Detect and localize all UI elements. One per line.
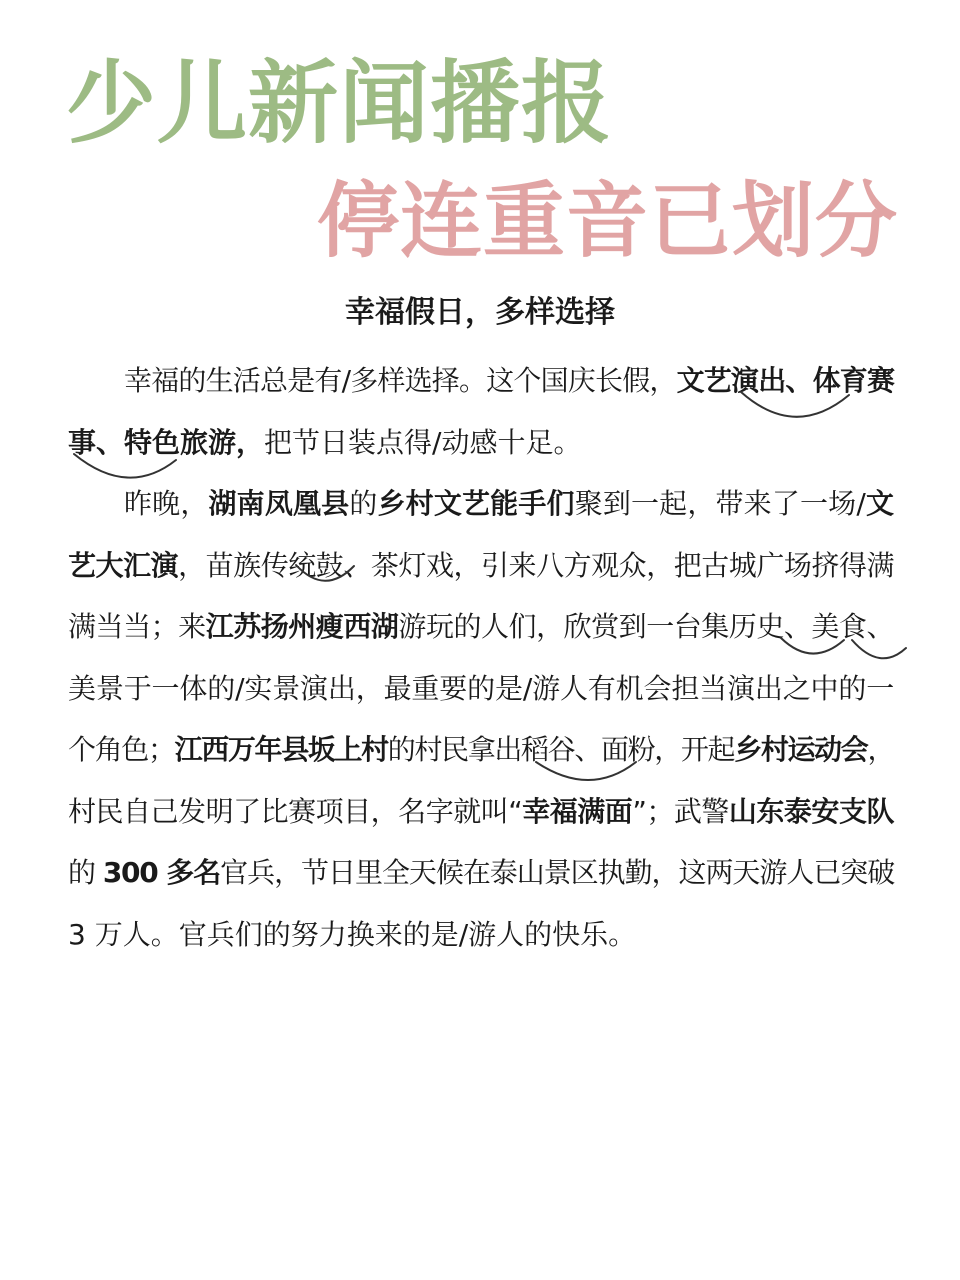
text-line: [68, 596, 894, 658]
article-body: [68, 350, 894, 965]
poster-subtitle: 停连重音已划分: [316, 174, 898, 269]
text-line: [68, 842, 894, 904]
emphasis-text: 事、特色旅游，: [68, 425, 265, 459]
text-line: [68, 904, 894, 966]
emphasis-text: 300 多名: [102, 856, 221, 889]
body-text: 的: [349, 487, 378, 520]
text-line: [68, 350, 894, 412]
paragraph: [68, 350, 894, 473]
body-text: 的: [68, 856, 103, 889]
emphasis-text: 乡村运动会: [734, 733, 868, 766]
emphasis-text: 文艺演出、体育赛: [676, 364, 894, 397]
body-text: 昨晚，: [124, 487, 209, 520]
emphasis-text: 文: [865, 487, 894, 520]
text-line: [68, 781, 894, 843]
text-line: [68, 658, 894, 720]
text-line: [68, 719, 894, 781]
body-text: 3 万人。官兵们的努力换来的是/游人的快乐。: [68, 917, 637, 951]
body-text: 官兵，节日里全天候在泰山景区执勤，这两天游人已突破: [220, 856, 894, 889]
emphasis-text: 山东泰安支队: [728, 794, 894, 828]
body-text: ”；武警: [632, 794, 729, 828]
text-line: [68, 473, 894, 535]
poster-title: 少儿新闻播报: [66, 51, 612, 156]
body-text: 聚到一起，带来了一场/: [574, 487, 866, 520]
emphasis-text: 幸福满面: [522, 794, 633, 828]
emphasis-text: 艺大汇演: [68, 548, 179, 582]
body-text: 把节日装点得/动感十足。: [264, 425, 582, 459]
text-line: [68, 412, 894, 474]
article-heading: 幸福假日，多样选择: [345, 295, 615, 330]
body-text: 的村民拿出稻谷、面粉，开起: [387, 733, 735, 766]
emphasis-text: 湖南凤凰县: [208, 487, 350, 520]
body-text: 村民自己发明了比赛项目，名字就叫“: [68, 794, 523, 828]
emphasis-text: 江苏扬州瘦西湖: [205, 610, 399, 643]
body-text: ，苗族传统鼓、茶灯戏，引来八方观众，把古城广场挤得满: [178, 548, 894, 582]
body-text: 满当当；来: [68, 610, 206, 643]
body-text: 个角色；: [68, 733, 175, 766]
text-line: [68, 535, 894, 597]
emphasis-text: 乡村文艺能手们: [377, 487, 575, 520]
body-text: ，: [867, 733, 894, 766]
body-text: 美景于一体的/实景演出，最重要的是/游人有机会担当演出之中的一: [68, 671, 894, 705]
body-text: 游玩的人们，欣赏到一台集历史、美食、: [398, 610, 894, 643]
emphasis-text: 江西万年县坂上村: [174, 733, 388, 766]
paragraph: [68, 473, 894, 965]
body-text: 幸福的生活总是有/多样选择。这个国庆长假，: [124, 364, 677, 397]
